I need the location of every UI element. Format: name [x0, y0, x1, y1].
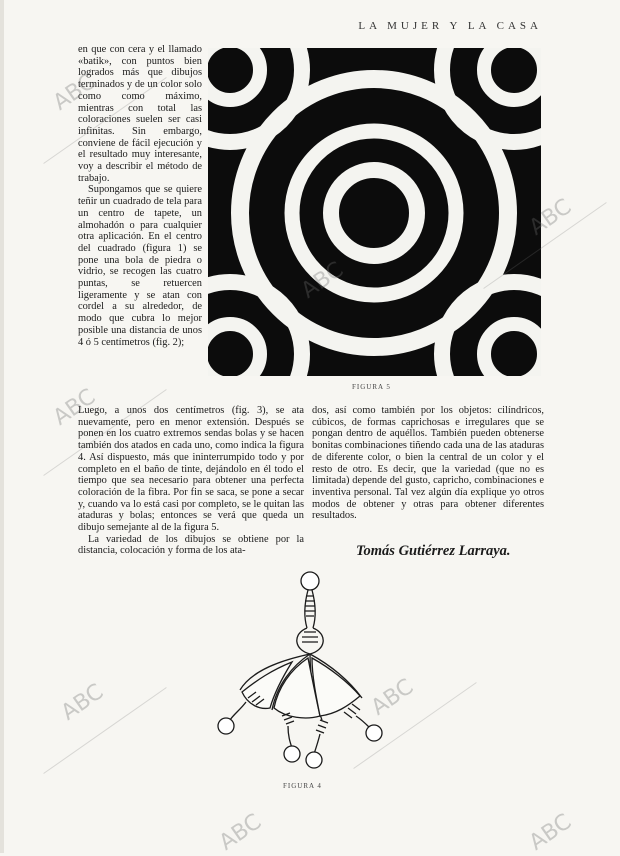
author-signature: Tomás Gutiérrez Larraya.	[356, 543, 511, 559]
watermark-text: ABC	[48, 69, 101, 116]
watermark-text: ABC	[214, 809, 267, 856]
watermark-text: ABC	[296, 257, 349, 304]
watermark-text: ABC	[56, 679, 109, 726]
tie-dye-pattern-figure	[208, 48, 541, 376]
scan-edge	[0, 0, 4, 853]
paragraph-variety: La variedad de los dibujos se obtiene por la distancia, colocación y forma de los ata-	[78, 533, 304, 557]
watermark-text: ABC	[524, 194, 577, 241]
paragraph-procedure: Luego, a unos dos centímetros (fig. 3), se ata nuevamente, pero en menor extensión. Después se ponen en los cuatro extremos sendas bolas y se hacen también dos atados en cada uno, como indica la figura 4. Así dispuesto, más que ininterrumpido todo y por completo en el baño de tinte, dejándolo en él todo el tiempo que sea necesario para obtener una perfecta coloración de la fibra. Por fin se saca, se pone a secar y, cuando va lo está casi por completo, se le quitan las ataduras y bolas; entonces se verá que queda un dibujo semejante al de la figura 5.	[78, 405, 304, 534]
tied-cloth-figure	[212, 570, 392, 775]
tied-cloth-drawing	[212, 570, 392, 775]
article-column-left	[78, 44, 202, 348]
concentric-rings-pattern	[208, 48, 541, 376]
watermark-text: ABC	[524, 809, 577, 856]
page-header: LA MUJER Y LA CASA	[358, 20, 542, 32]
paragraph-conclusion: dos, así como también por los objetos: cilíndricos, cúbicos, de formas caprichosas e irregulares que se pongan dentro de aquéllos. También pueden obtenerse bonitas combinaciones tiñendo cada una de las ataduras de diferente color, o bien la central de un color y el resto de otro. Es decir, que la variedad (que no es limitada) depende del gusto, capricho, combinaciones e inventiva personal. Tal vez algún día explique yo otros modos de obtener y otras para obtener diferentes resultados.	[312, 405, 544, 522]
article-column-bottom-left	[78, 405, 304, 557]
paragraph-method: Supongamos que se quiere teñir un cuadrado de tela para un centro de tapete, un almohadón o para cualquier otra aplicación. En el centro del cuadrado (figura 1) se pone una bola de piedra o vidrio, se recogen las cuatro puntas, se retuercen ligeramente y se atan con cordel a su alrededor, de modo que cubra lo mejor posible una distancia de unos 4 ó 5 centímetros (fig. 2);	[78, 184, 202, 348]
article-column-bottom-right	[312, 405, 544, 522]
watermark-text: ABC	[366, 674, 419, 721]
watermark-line	[43, 687, 166, 774]
paragraph-intro: en que con cera y el llamado «batik», con puntos bien logrados más que dibujos terminados y de un color solo como como máximo, mientras con total las coloraciones suelen ser casi infinitas. Sin embargo, conviene de fácil ejecución y el resultado muy interesante, voy a describir el método de trabajo.	[78, 44, 202, 184]
watermark-text: ABC	[48, 384, 101, 431]
figure-5-caption: FIGURA 5	[352, 383, 391, 391]
figure-4-caption: FIGURA 4	[283, 782, 322, 790]
